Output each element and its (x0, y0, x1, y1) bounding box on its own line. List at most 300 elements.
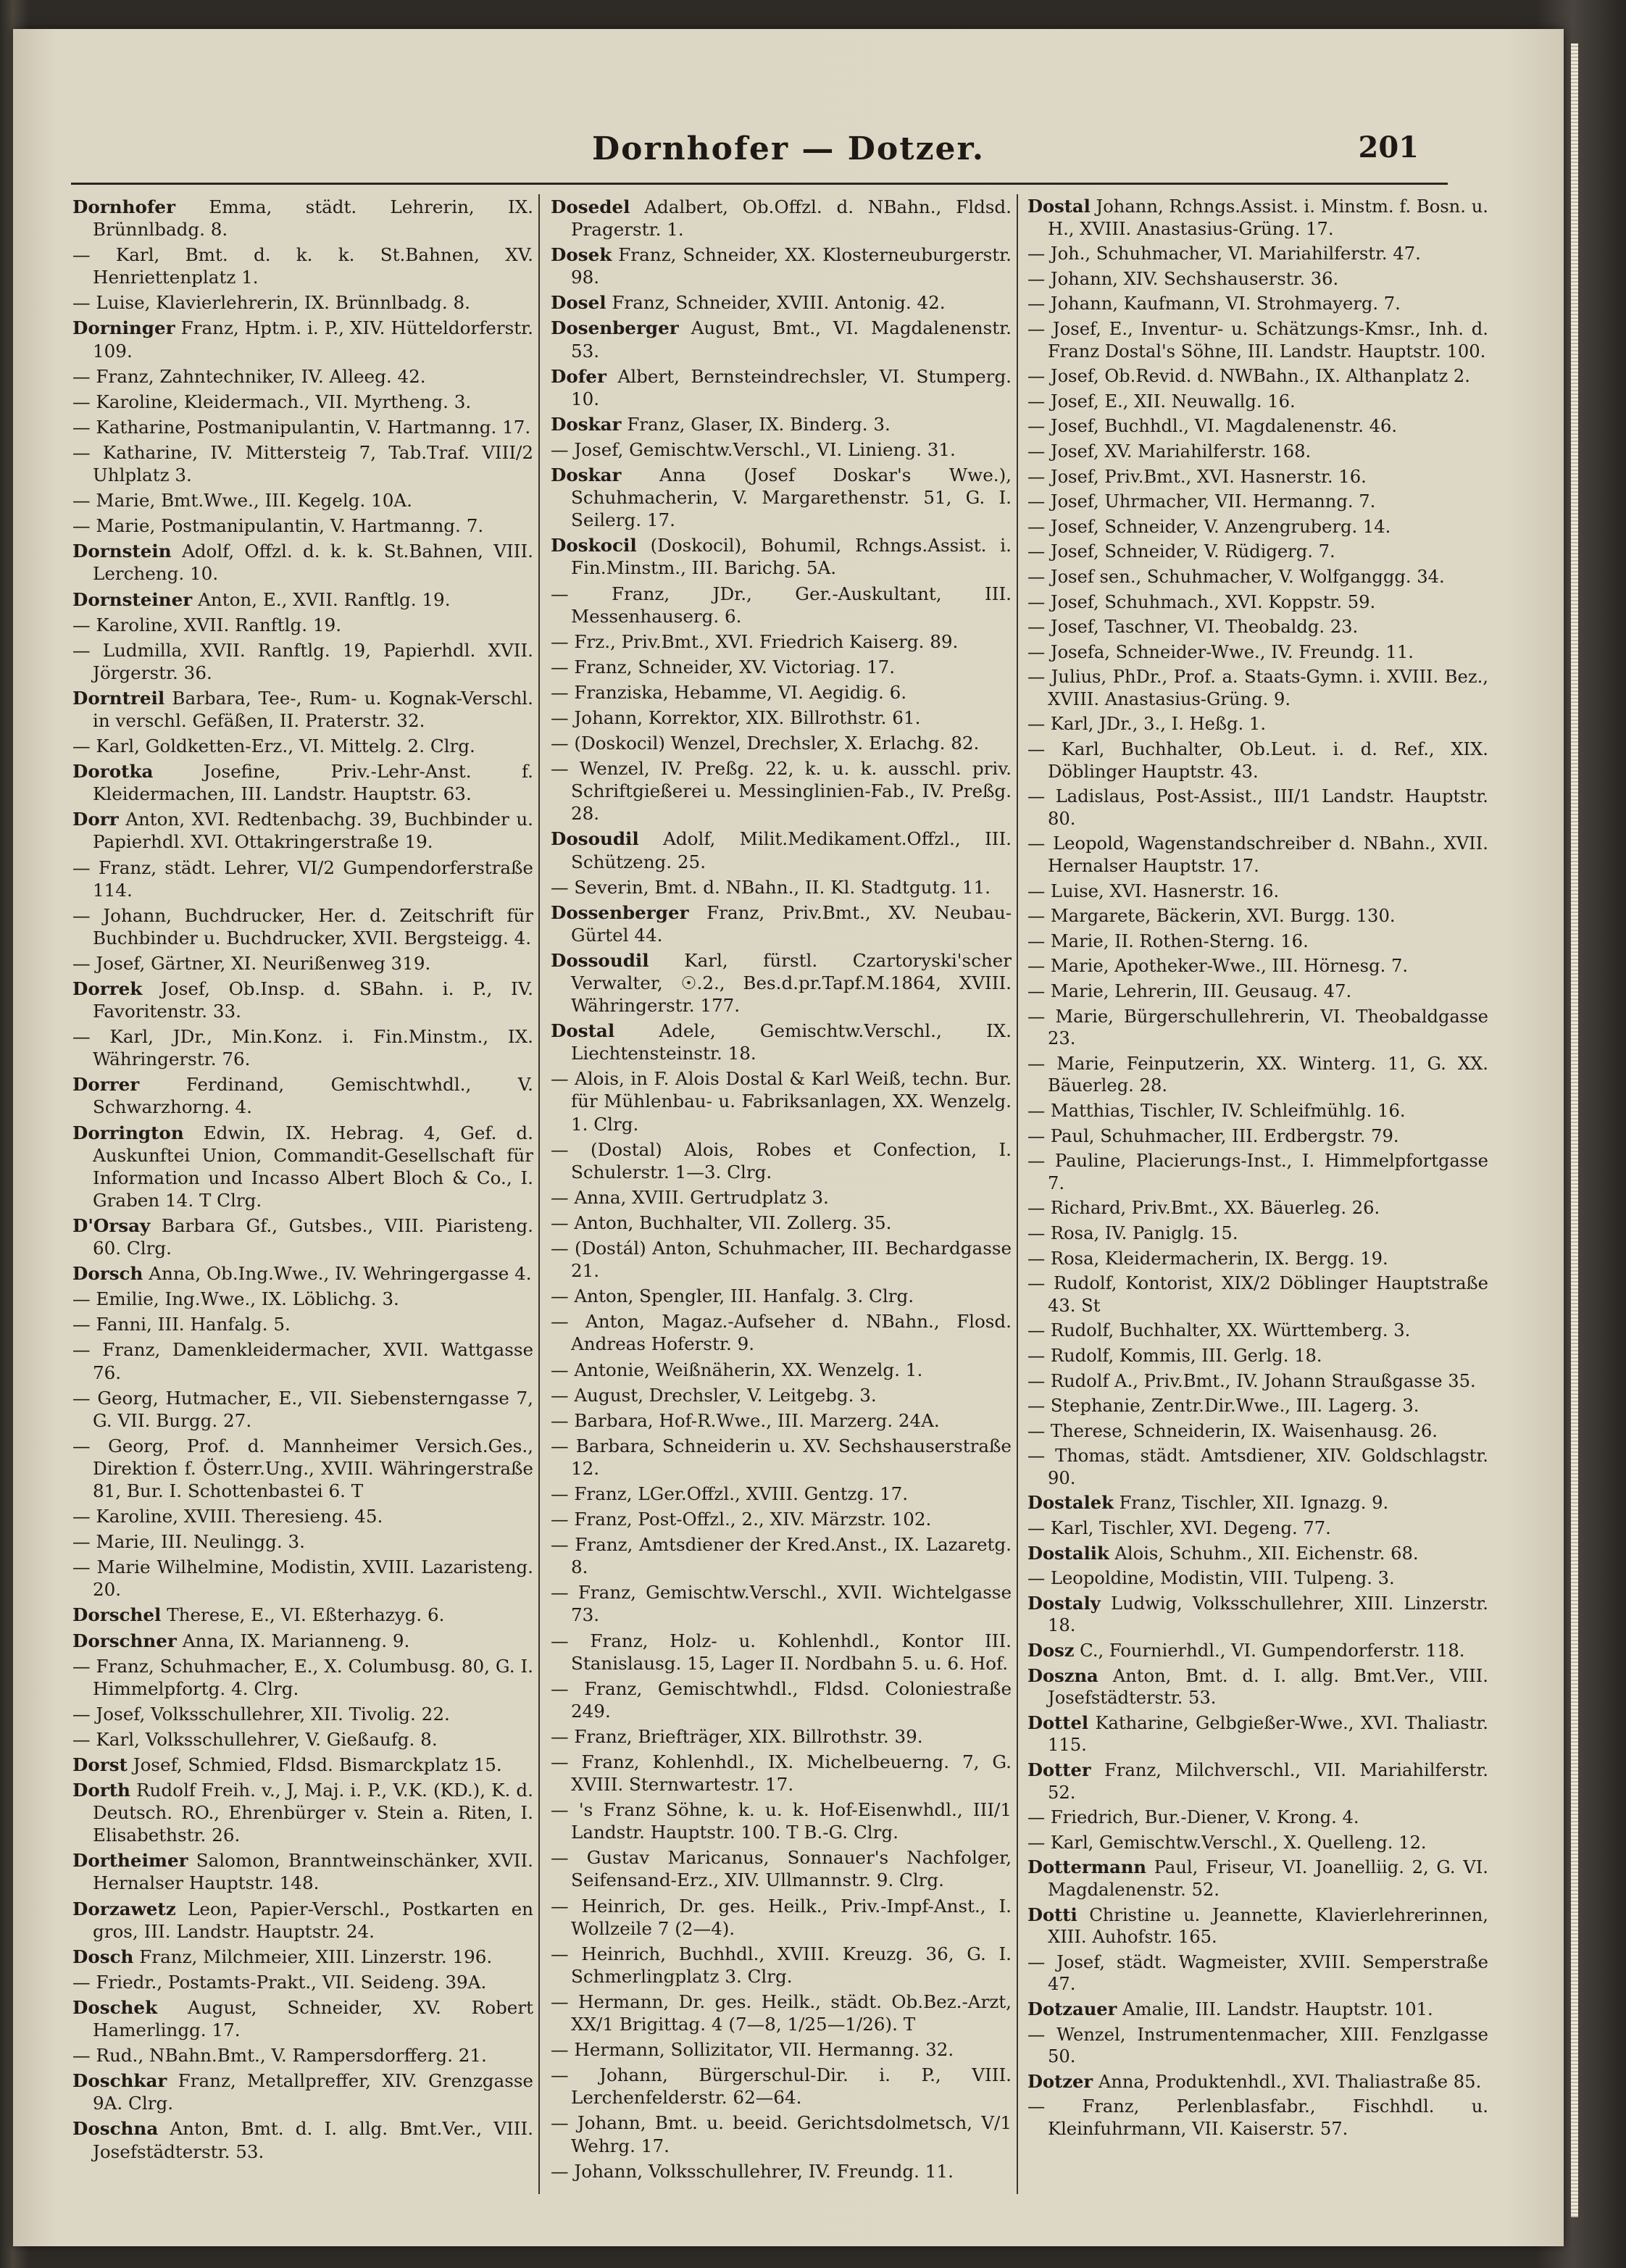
entry-surname: Dottermann (1027, 1856, 1147, 1878)
entry-text: Alois, Schuhm., XII. Eichenstr. 68. (1114, 1543, 1419, 1564)
entry-text: Franz, Damenkleidermacher, XVII. Wattgasse 76. (93, 1339, 533, 1383)
entry-surname: Dorth (72, 1780, 130, 1801)
entry-surname: Dossenberger (551, 901, 689, 923)
directory-entry (1027, 1150, 1488, 1194)
entry-surname: Dossoudil (551, 949, 649, 971)
entry-text: Paul, Friseur, VI. Joanelliig. 2, G. VI. Magdalenenstr. 52. (1048, 1857, 1488, 1900)
entry-text: Marie, Apotheker-Wwe., III. Hörnesg. 7. (1050, 956, 1409, 977)
entry-text: Josef, Schneider, V. Anzengruberg. 14. (1050, 516, 1391, 537)
entry-text: Hermann, Sollizitator, VII. Hermanng. 32. (574, 2039, 954, 2061)
entry-surname: Dorr (72, 809, 119, 830)
entry-surname: Dorrek (72, 978, 143, 999)
directory-entry (551, 630, 1012, 653)
directory-entry (1027, 641, 1488, 664)
entry-surname: Doskar (551, 464, 622, 486)
directory-entry (1027, 738, 1488, 783)
book-page (13, 29, 1564, 2246)
entry-text: Franz, Milchmeier, XIII. Linzerstr. 196. (139, 1946, 493, 1967)
entry-surname: Dornstein (72, 541, 172, 562)
directory-entry (1027, 2071, 1488, 2093)
entry-surname: Dostaly (1027, 1592, 1101, 1614)
entry-text: Alois, in F. Alois Dostal & Karl Weiß, techn. Bur. für Mühlenbau- u. Fabriksanlagen, XX. Wenzelg. 1. Clrg. (571, 1068, 1012, 1135)
entry-text: Salomon, Branntweinschänker, XVII. Hernalser Hauptstr. 148. (93, 1850, 533, 1894)
entry-text: Joh., Schuhmacher, VI. Mariahilferstr. 47. (1050, 243, 1421, 264)
entry-surname: Dorntreil (72, 687, 165, 709)
directory-entry (1027, 293, 1488, 315)
directory-entry (72, 952, 533, 975)
directory-entry (551, 1409, 1012, 1432)
directory-entry (1027, 666, 1488, 710)
entry-text: Adolf, Offzl. d. k. k. St.Bahnen, VIII. Lercheng. 10. (93, 541, 533, 585)
directory-entry (551, 196, 1012, 241)
entry-surname: Dornsteiner (72, 588, 193, 610)
directory-entry (72, 1338, 533, 1383)
directory-entry (72, 1703, 533, 1725)
entry-text: Franz, Perlenblasfabr., Fischhdl. u. Kleinfuhrmann, VII. Kaiserstr. 57. (1048, 2096, 1488, 2139)
directory-entry (1027, 1543, 1488, 1565)
directory-entry (1027, 1125, 1488, 1148)
directory-entry (1027, 1832, 1488, 1854)
entry-surname: Dorotka (72, 761, 154, 783)
entry-text: (Doskocil), Bohumil, Rchngs.Assist. i. Fin.Minstm., III. Barichg. 5A. (571, 535, 1012, 579)
directory-entry (1027, 1567, 1488, 1590)
directory-entry (1027, 1197, 1488, 1220)
entry-text: Stephanie, Zentr.Dir.Wwe., III. Lagerg. 3. (1050, 1396, 1419, 1417)
entry-surname: Dostalik (1027, 1542, 1109, 1564)
directory-entry (551, 1384, 1012, 1406)
directory-entry (72, 365, 533, 388)
entry-text: Josef, E., XII. Neuwallg. 16. (1050, 391, 1296, 412)
entry-text: Franz, Schneider, XVIII. Antonig. 42. (612, 292, 946, 314)
directory-entry (72, 1849, 533, 1894)
entry-text: Georg, Hutmacher, E., VII. Siebensterngasse 7, G. VII. Burgg. 27. (93, 1387, 533, 1431)
entry-surname: Doskocil (551, 535, 637, 556)
directory-entry (1027, 491, 1488, 513)
directory-entry (551, 1798, 1012, 1843)
entry-text: Johann, Korrektor, XIX. Billrothstr. 61. (574, 706, 921, 728)
entry-surname: Doskar (551, 413, 622, 435)
entry-text: Marie, Bürgerschullehrerin, VI. Theobaldgasse 23. (1048, 1006, 1488, 1049)
directory-entry (551, 583, 1012, 628)
entry-text: Franz, Post-Offzl., 2., XIV. Märzstr. 102. (574, 1509, 932, 1530)
entry-text: Katharine, Gelbgießer-Wwe., XVI. Thaliastr. 115. (1048, 1712, 1488, 1756)
entry-text: Severin, Bmt. d. NBahn., II. Kl. Stadtgutg. 11. (574, 876, 991, 898)
directory-entry (551, 1943, 1012, 1988)
directory-entry (72, 1262, 533, 1285)
entry-text: Franz, Schneider, XX. Klosterneuburgerstr. 98. (571, 244, 1012, 288)
entry-text: Pauline, Placierungs-Inst., I. Himmelpfortgasse 7. (1048, 1151, 1488, 1193)
entry-text: Johann, Buchdrucker, Her. d. Zeitschrift für Buchbinder u. Buchdrucker, XVII. Bergsteigg. 4. (93, 904, 533, 949)
directory-entry (72, 1073, 533, 1118)
directory-entry (1027, 1712, 1488, 1756)
directory-entry (1027, 880, 1488, 903)
directory-entry (551, 534, 1012, 579)
entry-text: Karl, Tischler, XVI. Degeng. 77. (1050, 1518, 1331, 1539)
directory-entry (1027, 1272, 1488, 1317)
directory-entry (1027, 1998, 1488, 2021)
entry-surname: Dosch (72, 1946, 134, 1967)
directory-entry (72, 808, 533, 853)
directory-entry (551, 2038, 1012, 2061)
directory-entry (1027, 591, 1488, 614)
directory-entry (72, 1996, 533, 2041)
directory-entry (72, 2117, 533, 2162)
entry-text: Antonie, Weißnäherin, XX. Wenzelg. 1. (574, 1359, 923, 1380)
entry-text: Matthias, Tischler, IV. Schleifmühlg. 16. (1050, 1100, 1406, 1121)
entry-text: Barbara, Tee-, Rum- u. Kognak-Verschl. in verschl. Gefäßen, II. Praterstr. 32. (93, 687, 533, 731)
directory-entry (551, 1138, 1012, 1183)
directory-entry (1027, 1420, 1488, 1443)
directory-entry (1027, 833, 1488, 877)
entry-surname: Dofer (551, 365, 606, 387)
entry-text: Marie, Lehrerin, III. Geusaug. 47. (1050, 981, 1352, 1001)
directory-entry (551, 1020, 1012, 1064)
entry-text: Josef, Priv.Bmt., XVI. Hasnerstr. 16. (1050, 466, 1367, 487)
entry-text: Margarete, Bäckerin, XVI. Burgg. 130. (1050, 906, 1396, 927)
entry-text: Franz, Schuhmacher, E., X. Columbusg. 80, G. I. Himmelpfortg. 4. Clrg. (93, 1655, 533, 1699)
directory-entry (551, 2111, 1012, 2156)
entry-text: Anton, Buchhalter, VII. Zollerg. 35. (574, 1212, 892, 1233)
page-title: Dornhofer — Dotzer. (591, 130, 985, 167)
entry-text: Rosa, Kleidermacherin, IX. Bergg. 19. (1050, 1248, 1388, 1269)
entry-text: Albert, Bernsteindrechsler, VI. Stumperg. 10. (571, 365, 1012, 409)
directory-entry (1027, 365, 1488, 388)
entry-text: Anna, Ob.Ing.Wwe., IV. Wehringergasse 4. (149, 1263, 532, 1285)
entry-text: Josef sen., Schuhmacher, V. Wolfganggg. 34. (1050, 566, 1445, 587)
entry-text: Josefa, Schneider-Wwe., IV. Freundg. 11. (1050, 641, 1414, 662)
entry-text: Barbara Gf., Gutsbes., VIII. Piaristeng. 60. Clrg. (93, 1214, 533, 1259)
directory-entry (72, 1313, 533, 1335)
entry-text: Josef, E., Inventur- u. Schätzungs-Kmsr., Inh. d. Franz Dostal's Söhne, III. Landstr. Hauptstr. 100. (1048, 318, 1488, 362)
directory-entry (72, 2044, 533, 2067)
entry-text: Franz, LGer.Offzl., XVIII. Gentzg. 17. (574, 1483, 909, 1504)
directory-entry (1027, 196, 1488, 240)
entry-text: Leopoldine, Modistin, VIII. Tulpeng. 3. (1050, 1568, 1395, 1589)
entry-text: Franz, Briefträger, XIX. Billrothstr. 39. (574, 1725, 923, 1747)
entry-text: Anton, Magaz.-Aufseher d. NBahn., Flosd. Andreas Hoferstr. 9. (571, 1311, 1012, 1355)
directory-entry (551, 1359, 1012, 1381)
entry-text: Rosa, IV. Paniglg. 15. (1050, 1222, 1238, 1243)
directory-column-1 (72, 196, 533, 2166)
directory-entry (551, 1677, 1012, 1722)
entry-text: Franz, Holz- u. Kohlenhdl., Kontor III. Stanislausg. 15, Lager II. Nordbahn 5. u. 6. Hof. (571, 1630, 1012, 1674)
directory-entry (1027, 1856, 1488, 1901)
directory-entry (72, 1214, 533, 1259)
entry-text: Karl, Volksschullehrer, V. Gießaufg. 8. (96, 1728, 438, 1750)
directory-entry (72, 1898, 533, 1943)
directory-entry (72, 1387, 533, 1432)
directory-entry (551, 1483, 1012, 1505)
directory-entry (551, 901, 1012, 946)
column-divider-1 (538, 194, 540, 2194)
entry-text: Barbara, Hof-R.Wwe., III. Marzerg. 24A. (574, 1409, 940, 1431)
entry-text: Josef, Uhrmacher, VII. Hermanng. 7. (1050, 491, 1376, 512)
directory-entry (551, 438, 1012, 461)
directory-entry (72, 2069, 533, 2114)
entry-surname: Dorzawetz (72, 1898, 176, 1919)
directory-entry (72, 317, 533, 362)
entry-surname: Dosoudil (551, 828, 639, 850)
directory-column-3 (1027, 196, 1488, 2143)
directory-entry (72, 1779, 533, 1846)
page-edge-strip (1571, 43, 1578, 2217)
directory-entry (1027, 391, 1488, 413)
entry-surname: Dornhofer (72, 196, 176, 217)
directory-entry (551, 1846, 1012, 1891)
directory-entry (1027, 318, 1488, 362)
directory-entry (551, 1990, 1012, 2035)
entry-text: Wenzel, Instrumentenmacher, XIII. Fenzlgasse 50. (1048, 2024, 1488, 2067)
directory-entry (72, 489, 533, 512)
entry-text: Friedrich, Bur.-Diener, V. Krong. 4. (1050, 1807, 1359, 1828)
directory-entry (1027, 1759, 1488, 1804)
directory-entry (551, 1508, 1012, 1530)
entry-text: Thomas, städt. Amtsdiener, XIV. Goldschlagstr. 90. (1048, 1446, 1488, 1488)
entry-surname: D'Orsay (72, 1214, 151, 1236)
directory-entry (551, 1751, 1012, 1796)
directory-entry (72, 1655, 533, 1700)
directory-entry (72, 977, 533, 1022)
directory-entry (1027, 466, 1488, 488)
directory-column-2 (551, 196, 1012, 2185)
directory-entry (551, 876, 1012, 899)
entry-text: Franz, Priv.Bmt., XV. Neubau-Gürtel 44. (571, 901, 1012, 946)
entry-text: Franz, Glaser, IX. Binderg. 3. (627, 413, 891, 435)
entry-text: Emma, städt. Lehrerin, IX. Brünnlbadg. 8. (93, 196, 533, 241)
entry-text: Josef, Buchhdl., VI. Magdalenenstr. 46. (1050, 416, 1398, 437)
entry-text: Karl, fürstl. Czartoryski'scher Verwalter, ☉.2., Bes.d.pr.Tapf.M.1864, XVIII. Währingerstr. 177. (571, 949, 1012, 1017)
directory-entry (1027, 566, 1488, 588)
entry-text: Julius, PhDr., Prof. a. Staats-Gymn. i. XVIII. Bez., XVIII. Anastasius-Grüng. 9. (1048, 667, 1488, 709)
directory-entry (551, 656, 1012, 678)
entry-text: Anton, E., XVII. Ranftlg. 19. (198, 588, 451, 610)
directory-entry (72, 639, 533, 684)
entry-surname: Dotzer (1027, 2070, 1093, 2092)
directory-entry (551, 413, 1012, 435)
directory-entry (72, 735, 533, 757)
entry-text: Josef, Schmied, Fldsd. Bismarckplatz 15. (133, 1754, 502, 1775)
entry-text: Josef, städt. Wagmeister, XVIII. Semperstraße 47. (1048, 1951, 1488, 1995)
entry-text: Josefine, Priv.-Lehr-Anst. f. Kleidermachen, III. Landstr. Hauptstr. 63. (93, 761, 533, 805)
entry-text: Karl, Bmt. d. k. k. St.Bahnen, XV. Henriettenplatz 1. (93, 244, 533, 288)
entry-text: (Dostal) Alois, Robes et Confection, I. Schulerstr. 1—3. Clrg. (571, 1138, 1012, 1183)
directory-entry (72, 196, 533, 241)
directory-entry (72, 1604, 533, 1626)
entry-text: Johann, XIV. Sechshauserstr. 36. (1050, 268, 1339, 289)
directory-entry (1027, 980, 1488, 1003)
directory-entry (551, 317, 1012, 362)
entry-text: Adolf, Milit.Medikament.Offzl., III. Schützeng. 25. (571, 828, 1012, 872)
entry-text: Josef, Ob.Insp. d. SBahn. i. P., IV. Favoritenstr. 33. (93, 978, 533, 1022)
entry-text: Katharine, IV. Mittersteig 7, Tab.Traf. VIII/2 Uhlplatz 3. (93, 441, 533, 486)
entry-text: Marie, III. Neulingg. 3. (96, 1531, 305, 1553)
directory-entry (1027, 1665, 1488, 1709)
entry-text: Rudolf Freih. v., J, Maj. i. P., V.K. (KD.), K. d. Deutsch. RO., Ehrenbürger v. Stein a. Riten, I. Elisabethstr. 26. (93, 1780, 533, 1846)
directory-entry (1027, 516, 1488, 538)
entry-surname: Dorninger (72, 317, 175, 339)
entry-text: Rudolf A., Priv.Bmt., IV. Johann Straußgasse 35. (1050, 1370, 1476, 1391)
entry-text: Franz, Zahntechniker, IV. Alleeg. 42. (96, 365, 426, 387)
entry-text: August, Schneider, XV. Robert Hamerlingg. 17. (93, 1996, 533, 2041)
directory-entry (72, 416, 533, 438)
directory-entry (1027, 785, 1488, 830)
entry-text: Ludwig, Volksschullehrer, XIII. Linzerstr. 18. (1048, 1593, 1488, 1636)
entry-text: Franz, Gemischtwhdl., Fldsd. Coloniestraße 249. (571, 1677, 1012, 1722)
directory-entry (1027, 1222, 1488, 1245)
directory-entry (72, 1025, 533, 1070)
entry-surname: Doszna (1027, 1664, 1098, 1686)
entry-text: Richard, Priv.Bmt., XX. Bäuerleg. 26. (1050, 1198, 1380, 1219)
entry-text: Josef, Gemischtw.Verschl., VI. Linieng. 31. (574, 438, 956, 460)
directory-entry (1027, 243, 1488, 265)
entry-text: Frz., Priv.Bmt., XVI. Friedrich Kaiserg. 89. (574, 630, 959, 652)
directory-entry (72, 1971, 533, 1993)
entry-text: Josef, Ob.Revid. d. NWBahn., IX. Althanplatz 2. (1050, 366, 1470, 387)
entry-surname: Dottel (1027, 1712, 1089, 1733)
entry-surname: Doschna (72, 2118, 159, 2140)
directory-entry (551, 2064, 1012, 2109)
entry-surname: Dosek (551, 244, 612, 266)
entry-text: Rudolf, Buchhalter, XX. Württemberg. 3. (1050, 1320, 1411, 1341)
directory-entry (551, 1310, 1012, 1355)
directory-entry (1027, 1006, 1488, 1050)
entry-surname: Doschkar (72, 2070, 167, 2092)
entry-surname: Dosedel (551, 196, 630, 217)
directory-entry (1027, 1492, 1488, 1514)
entry-text: Johann, Kaufmann, VI. Strohmayerg. 7. (1050, 293, 1401, 314)
entry-text: Josef, Taschner, VI. Theobaldg. 23. (1050, 617, 1359, 638)
directory-entry (72, 1288, 533, 1310)
entry-text: Adele, Gemischtw.Verschl., IX. Liechtensteinstr. 18. (571, 1020, 1012, 1064)
directory-entry (72, 1946, 533, 1968)
directory-entry (551, 1581, 1012, 1626)
entry-text: Anton, Bmt. d. I. allg. Bmt.Ver., VIII. Josefstädterstr. 53. (93, 2118, 533, 2162)
entry-text: Josef, Schuhmach., XVI. Koppstr. 59. (1050, 591, 1376, 612)
entry-surname: Dortheimer (72, 1850, 188, 1872)
entry-text: Anton, XVI. Redtenbachg. 39, Buchbinder u. Papierhdl. XVI. Ottakringerstraße 19. (93, 809, 533, 853)
entry-text: Karoline, Kleidermach., VII. Myrtheng. 3. (96, 391, 472, 412)
directory-entry (1027, 1319, 1488, 1342)
entry-surname: Dotter (1027, 1759, 1091, 1780)
directory-entry (551, 1067, 1012, 1135)
directory-entry (72, 1630, 533, 1652)
directory-entry (1027, 1345, 1488, 1367)
entry-text: Anna, XVIII. Gertrudplatz 3. (574, 1186, 829, 1208)
entry-text: Franz, Amtsdiener der Kred.Anst., IX. Lazaretg. 8. (571, 1534, 1012, 1578)
directory-entry (1027, 955, 1488, 977)
entry-surname: Dorsch (72, 1263, 143, 1285)
directory-entry (551, 706, 1012, 729)
entry-text: Leon, Papier-Verschl., Postkarten en gros, III. Landstr. Hauptstr. 24. (93, 1898, 533, 1942)
directory-entry (551, 365, 1012, 410)
entry-surname: Dorrer (72, 1074, 140, 1096)
entry-text: Marie, Postmanipulantin, V. Hartmanng. 7. (96, 515, 484, 537)
entry-text: Franz, Gemischtw.Verschl., XVII. Wichtelgasse 73. (571, 1582, 1012, 1626)
entry-surname: Dorschner (72, 1630, 177, 1651)
entry-text: Edwin, IX. Hebrag. 4, Gef. d. Auskunftei Union, Commandit-Gesellschaft für Information und Incasso Albert Bloch & Co., I. Graben 14. T Clrg. (93, 1122, 533, 1211)
entry-text: August, Bmt., VI. Magdalenenstr. 53. (571, 317, 1012, 362)
page-number: 201 (1358, 130, 1419, 164)
directory-entry (551, 1212, 1012, 1234)
directory-entry (1027, 415, 1488, 438)
entry-text: Ferdinand, Gemischtwhdl., V. Schwarzhorng. 4. (93, 1074, 533, 1118)
directory-entry (551, 243, 1012, 288)
directory-entry (1027, 541, 1488, 563)
directory-entry (551, 1630, 1012, 1675)
directory-entry (1027, 1806, 1488, 1829)
directory-entry (551, 1186, 1012, 1209)
directory-entry (1027, 1395, 1488, 1417)
directory-entry (1027, 1248, 1488, 1270)
entry-text: Therese, Schneiderin, IX. Waisenhausg. 26. (1050, 1420, 1438, 1441)
directory-entry (72, 243, 533, 288)
entry-text: Gustav Maricanus, Sonnauer's Nachfolger, Seifensand-Erz., XIV. Ullmannstr. 9. Clrg. (571, 1847, 1012, 1891)
directory-entry (1027, 2024, 1488, 2068)
entry-text: Leopold, Wagenstandschreiber d. NBahn., XVII. Hernalser Hauptstr. 17. (1048, 833, 1488, 877)
entry-text: Friedr., Postamts-Prakt., VII. Seideng. 39A. (96, 1971, 487, 1993)
entry-text: Marie, II. Rothen-Sterng. 16. (1050, 930, 1309, 951)
directory-entry (1027, 713, 1488, 735)
directory-entry (551, 827, 1012, 872)
directory-entry (551, 464, 1012, 531)
directory-entry (72, 1530, 533, 1553)
directory-entry (551, 1895, 1012, 1940)
directory-entry (1027, 1951, 1488, 1996)
directory-entry (72, 588, 533, 611)
entry-text: Anton, Bmt. d. I. allg. Bmt.Ver., VIII. Josefstädterstr. 53. (1048, 1665, 1488, 1709)
entry-text: Franz, Metallpreffer, XIV. Grenzgasse 9A. Clrg. (93, 2070, 533, 2114)
directory-entry (551, 1237, 1012, 1282)
entry-text: Johann, Bmt. u. beeid. Gerichtsdolmetsch, V/1 Wehrg. 17. (571, 2112, 1012, 2156)
entry-text: Fanni, III. Hanfalg. 5. (96, 1314, 291, 1335)
entry-text: Therese, E., VI. Eßterhazyg. 6. (167, 1604, 445, 1626)
entry-text: Marie, Feinputzerin, XX. Winterg. 11, G. XX. Bäuerleg. 28. (1048, 1053, 1488, 1096)
entry-text: Franz, städt. Lehrer, VI/2 Gumpendorferstraße 114. (93, 856, 533, 901)
column-divider-2 (1017, 194, 1018, 2194)
directory-entry (72, 1122, 533, 1212)
entry-text: Karl, Buchhalter, Ob.Leut. i. d. Ref., XIX. Döblinger Hauptstr. 43. (1048, 739, 1488, 782)
directory-entry (72, 291, 533, 314)
entry-text: Marie Wilhelmine, Modistin, XVIII. Lazaristeng. 20. (93, 1556, 533, 1601)
header-rule (71, 183, 1448, 185)
entry-text: Luise, Klavierlehrerin, IX. Brünnlbadg. 8. (96, 292, 470, 314)
entry-surname: Dosz (1027, 1640, 1075, 1662)
entry-text: Anton, Spengler, III. Hanfalg. 3. Clrg. (574, 1285, 914, 1307)
entry-text: Rudolf, Kommis, III. Gerlg. 18. (1050, 1345, 1322, 1366)
entry-text: August, Drechsler, V. Leitgebg. 3. (574, 1384, 877, 1406)
directory-entry (1027, 1593, 1488, 1637)
directory-entry (551, 291, 1012, 314)
entry-text: Adalbert, Ob.Offzl. d. NBahn., Fldsd. Pragerstr. 1. (571, 196, 1012, 241)
entry-text: Rud., NBahn.Bmt., V. Rampersdorfferg. 21. (96, 2045, 487, 2067)
entry-text: Franz, Milchverschl., VII. Mariahilferstr. 52. (1048, 1760, 1488, 1803)
directory-entry (72, 1505, 533, 1527)
directory-entry (551, 1435, 1012, 1480)
entry-text: Franz, Kohlenhdl., IX. Michelbeuerng. 7, G. XVIII. Sternwartestr. 17. (571, 1751, 1012, 1796)
directory-entry (1027, 616, 1488, 638)
entry-text: Josef, Schneider, V. Rüdigerg. 7. (1050, 541, 1335, 562)
entry-text: Amalie, III. Landstr. Hauptstr. 101. (1122, 1998, 1433, 2019)
entry-text: Heinrich, Buchhdl., XVIII. Kreuzg. 36, G. I. Schmerlingplatz 3. Clrg. (571, 1943, 1012, 1987)
directory-entry (72, 614, 533, 636)
directory-entry (72, 1556, 533, 1601)
entry-surname: Doschek (72, 1996, 158, 2018)
entry-surname: Dorrington (72, 1122, 184, 1143)
directory-entry (1027, 1640, 1488, 1662)
entry-surname: Dorst (72, 1754, 128, 1775)
entry-text: Karl, JDr., 3., I. Heßg. 1. (1050, 714, 1267, 735)
directory-entry (72, 1435, 533, 1502)
